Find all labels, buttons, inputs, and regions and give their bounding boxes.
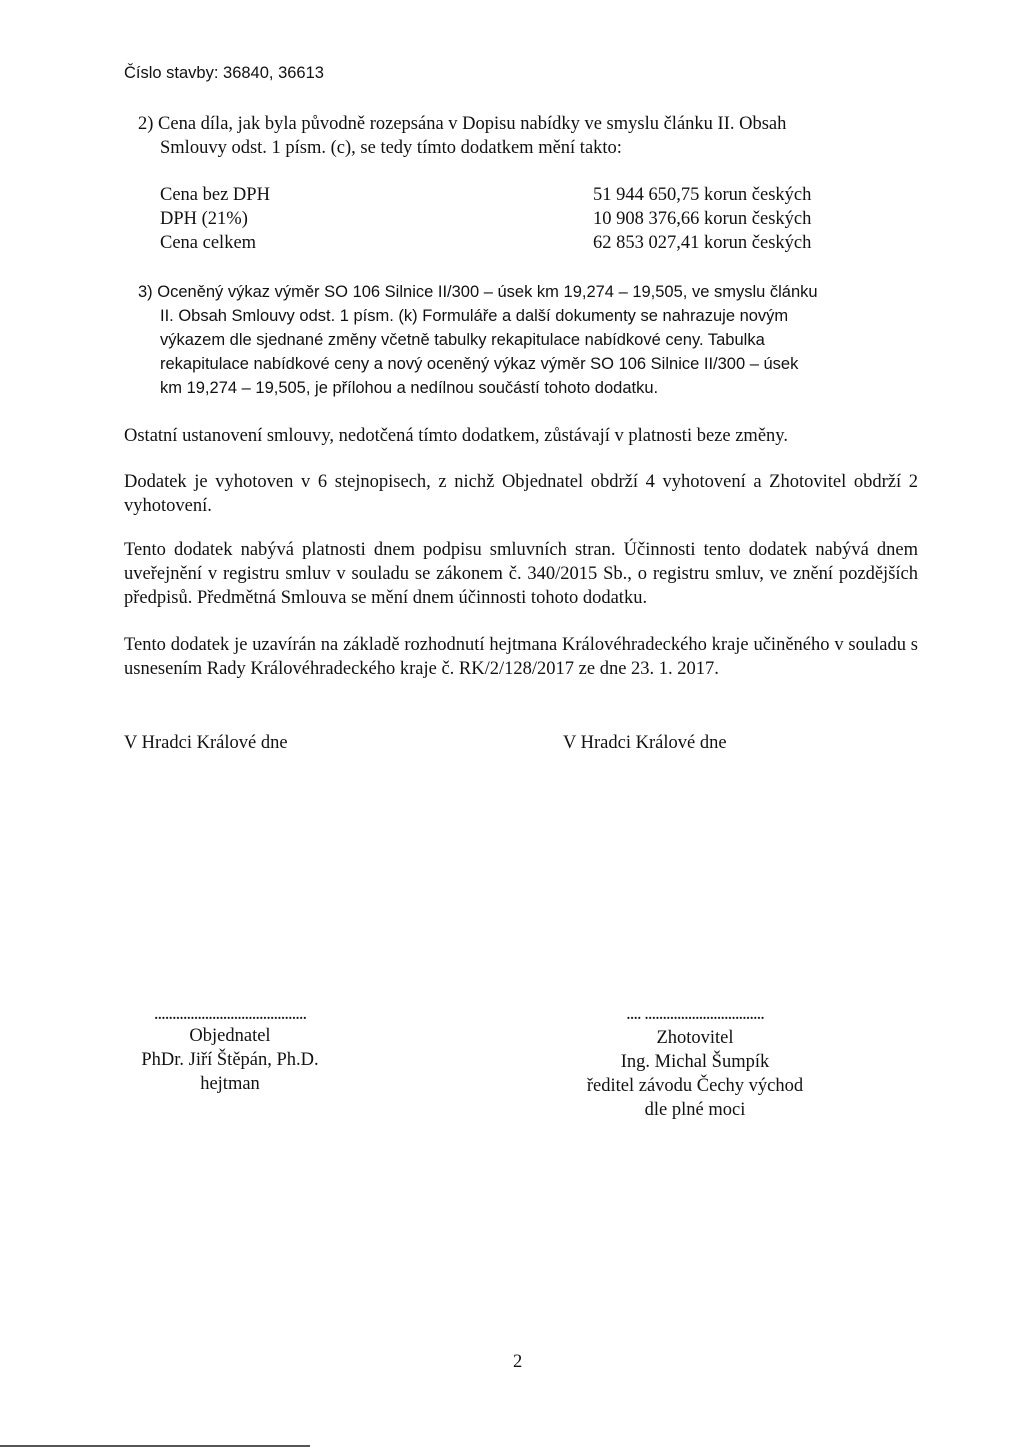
- signature-title-left: hejtman: [200, 1074, 260, 1094]
- price-value-total: 62 853 027,41 korun českých: [593, 233, 812, 253]
- signature-authority-right: dle plné moci: [644, 1100, 746, 1120]
- price-label-total: Cena celkem: [160, 233, 257, 253]
- section3-line5: km 19,274 – 19,505, je přílohou a nedílnou součástí tohoto dodatku.: [160, 379, 659, 397]
- paragraph-copies: Dodatek je vyhotoven v 6 stejnopisech, z nichž Objednatel obdrží 4 vyhotovení a Zhotovitel obdrží 2 vyhotovení.: [124, 472, 918, 516]
- place-date-right: V Hradci Králové dne: [563, 733, 727, 753]
- section3-line4: rekapitulace nabídkové ceny a nový oceněný výkaz výměr SO 106 Silnice II/300 – úsek: [160, 355, 799, 373]
- paragraph-validity: Tento dodatek nabývá platnosti dnem podpisu smluvních stran. Účinnosti tento dodatek nabývá dnem uveřejnění v registru smluv v souladu se zákonem č. 340/2015 Sb., o registru smluv, ve znění pozdějších předpisů. Předmětná Smlouva se mění dnem účinnosti tohoto dodatku.: [124, 540, 918, 608]
- price-label-vat: DPH (21%): [160, 209, 248, 229]
- price-value-net: 51 944 650,75 korun českých: [593, 185, 812, 205]
- section3-line1: 3) Oceněný výkaz výměr SO 106 Silnice II/300 – úsek km 19,274 – 19,505, ve smyslu článku: [138, 283, 818, 301]
- page-number: 2: [513, 1352, 523, 1372]
- price-value-vat: 10 908 376,66 korun českých: [593, 209, 812, 229]
- signature-name-right: Ing. Michal Šumpík: [620, 1052, 770, 1072]
- signature-role-left: Objednatel: [189, 1026, 271, 1046]
- price-label-net: Cena bez DPH: [160, 185, 270, 205]
- signature-line-left: ..........................................: [153, 1004, 307, 1024]
- paragraph-other-provisions: Ostatní ustanovení smlouvy, nedotčená tímto dodatkem, zůstávají v platnosti beze změny.: [124, 426, 788, 446]
- section3-line2: II. Obsah Smlouvy odst. 1 písm. (k) Formuláře a další dokumenty se nahrazuje novým: [160, 307, 789, 325]
- section2-line1: 2) Cena díla, jak byla původně rozepsána v Dopisu nabídky ve smyslu článku II. Obsah: [138, 114, 787, 134]
- section2-line2: Smlouvy odst. 1 písm. (c), se tedy tímto dodatkem mění takto:: [160, 138, 622, 158]
- place-date-left: V Hradci Králové dne: [124, 733, 288, 753]
- signature-line-right: .... .................................: [626, 1004, 764, 1024]
- paragraph-decision: Tento dodatek je uzavírán na základě rozhodnutí hejtmana Královéhradeckého kraje učiněného v souladu s usnesením Rady Královéhradeckého kraje č. RK/2/128/2017 ze dne 23. 1. 2017.: [124, 635, 918, 679]
- signature-name-left: PhDr. Jiří Štěpán, Ph.D.: [141, 1050, 319, 1070]
- section3-line3: výkazem dle sjednané změny včetně tabulky rekapitulace nabídkové ceny. Tabulka: [160, 331, 765, 349]
- signature-title-right: ředitel závodu Čechy východ: [586, 1076, 804, 1096]
- building-number: Číslo stavby: 36840, 36613: [124, 64, 324, 82]
- signature-role-right: Zhotovitel: [656, 1028, 734, 1048]
